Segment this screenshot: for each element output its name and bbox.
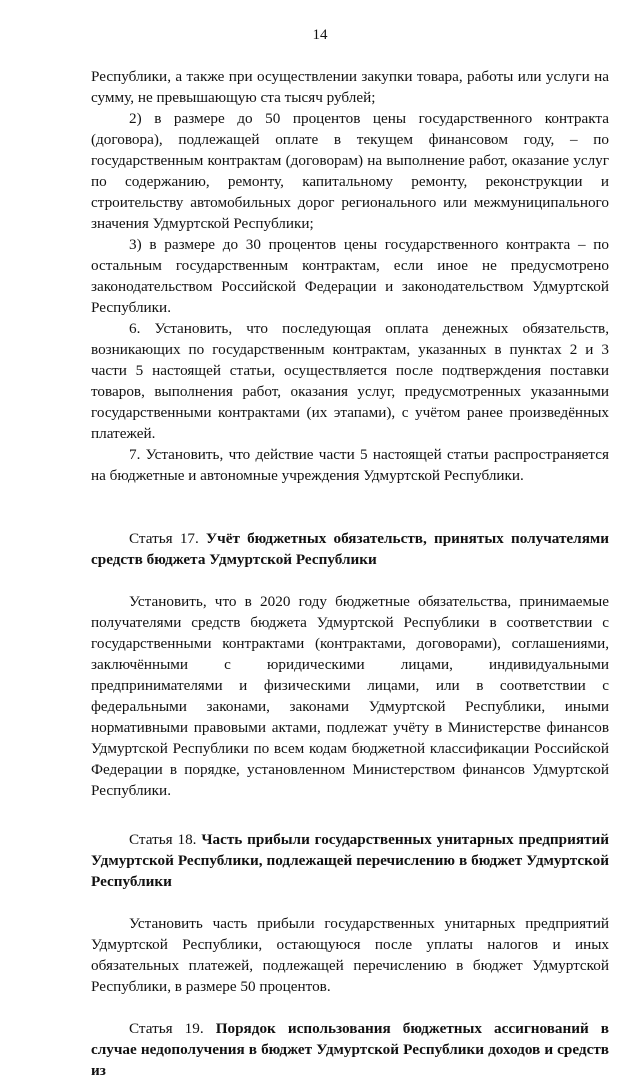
article-19-label: Статья 19. — [129, 1020, 204, 1037]
paragraph-item-2: 2) в размере до 50 процентов цены государственного контракта (договора), подлежащей оплате в текущем финансовом году, – по государственным контрактам (договорам) на выполнение работ, оказание услуг по содержанию, ремонту, капитальному ремонту, реконструкции и строительству автомобильных дорог регионального или межмуниципального значения Удмуртской Республики; — [91, 110, 609, 232]
article-19-title: Порядок использования бюджетных ассигнований в случае недополучения в бюджет Удмуртской Республики доходов и средств из — [91, 1020, 610, 1079]
article-18-heading — [91, 829, 609, 892]
section-spacer — [91, 486, 609, 507]
article-18-label: Статья 18. — [129, 831, 197, 848]
paragraph-part-7: 7. Установить, что действие части 5 настоящей статьи распространяется на бюджетные и автономные учреждения Удмуртской Республики. — [91, 446, 609, 484]
article-18-body: Установить часть прибыли государственных унитарных предприятий Удмуртской Республики, остающуюся после уплаты налогов и иных обязательных платежей, подлежащей перечислению в бюджет Удмуртской Республики, в размере 50 процентов. — [91, 915, 609, 995]
article-17-heading — [91, 528, 609, 570]
paragraph-item-3: 3) в размере до 30 процентов цены государственного контракта – по остальным государственным контрактам, если иное не предусмотрено законодательством Российской Федерации и законодательством Удмуртской Республики. — [91, 236, 609, 316]
article-17-label: Статья 17. — [129, 530, 199, 547]
article-17-title: Учёт бюджетных обязательств, принятых получателями средств бюджета Удмуртской Республики — [91, 530, 610, 568]
paragraph-part-6: 6. Установить, что последующая оплата денежных обязательств, возникающих по государственным контрактам, указанных в пунктах 2 и 3 части 5 настоящей статьи, осуществляется после подтверждения поставки товаров, выполнения работ, оказания услуг, предусмотренных указанными государственными контрактами (их этапами), с учётом ранее произведённых платежей. — [91, 320, 609, 442]
article-18-title: Часть прибыли государственных унитарных предприятий Удмуртской Республики, подлежащей перечислению в бюджет Удмуртской Республики — [91, 831, 610, 890]
document-body — [91, 66, 609, 1081]
page-number: 14 — [312, 27, 328, 43]
article-17-body: Установить, что в 2020 году бюджетные обязательства, принимаемые получателями средств бюджета Удмуртской Республики в соответствии с государственными контрактами (контрактами, договорами), соглашениями, заключёнными с юридическими лицами, индивидуальными предпринимателями и физическими лицами, или в соответствии с федеральными законами, законами Удмуртской Республики, иными нормативными правовыми актами, подлежат учёту в Министерстве финансов Удмуртской Республики по всем кодам бюджетной классификации Российской Федерации в порядке, установленном Министерством финансов Удмуртской Республики. — [91, 593, 609, 799]
paragraph-continuation: Республики, а также при осуществлении закупки товара, работы или услуги на сумму, не превышающую ста тысяч рублей; — [91, 68, 609, 106]
article-19-heading — [91, 1018, 609, 1081]
